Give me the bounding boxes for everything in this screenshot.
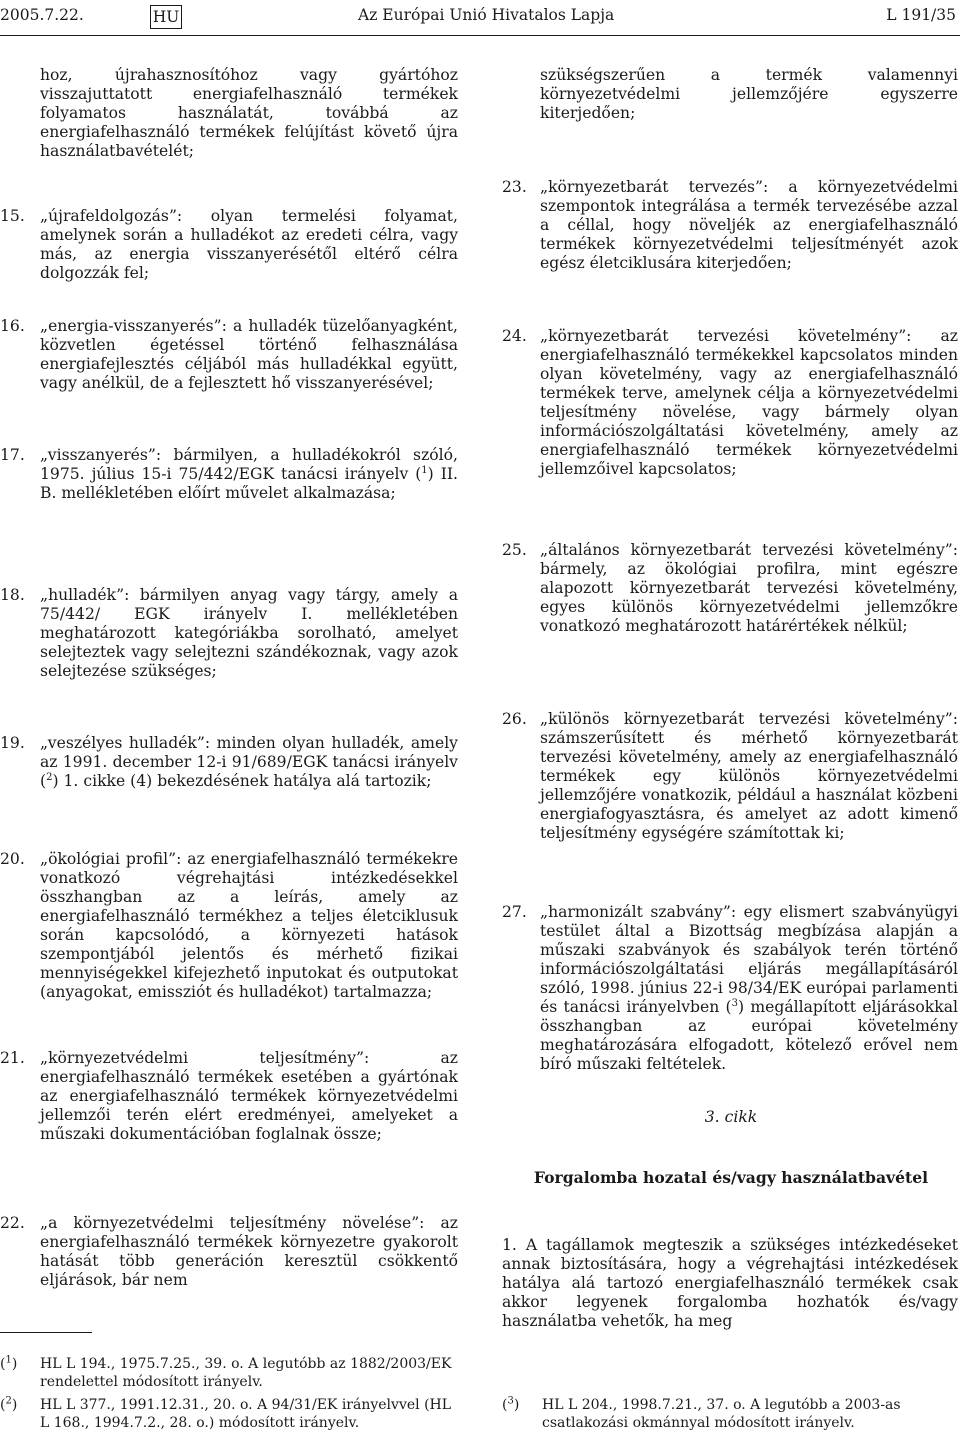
article-title: Forgalomba hozatal és/vagy használatbavétel: [533, 1168, 929, 1187]
definition-text: „általános környezetbarát tervezési követelmény”: bármely, az ökológiai profilra, mint egészre alapozott környezetbarát tervezési követelmény, egyes különös környezetvédelmi jellemzőkre vonatkozó meghatározott határértékek nélkül;: [540, 541, 958, 635]
item-number: 17.: [0, 446, 25, 464]
footnote-mark: ($^2$): [0, 1395, 18, 1413]
right-intro-text: szükségszerűen a termék valamennyi környezetvédelmi jellemzőjére egyszerre kiterjedően;: [540, 66, 958, 122]
definition-text: „környezetbarát tervezési követelmény”: az energiafelhasználó termékekkel kapcsolatos minden olyan követelmény, vagy az energiafelhasználó termékek terve, amelynek célja a környezetvédelmi teljesítmény növelése, vagy bármely olyan információszolgáltatási követelmény, amely az energiafelhasználó termékek környezetvédelmi jellemzőivel kapcsolatos;: [540, 327, 958, 478]
footnote-ref[interactable]: 1: [421, 464, 428, 476]
item-number: 20.: [0, 850, 25, 868]
footnote-mark: ($^1$): [0, 1354, 18, 1372]
footnote-text: HL L 204., 1998.7.21., 37. o. A legutóbb a 2003-as csatlakozási okmánnyal módosított irányelv.: [542, 1397, 901, 1431]
article-number: 3. cikk: [704, 1108, 758, 1126]
definition-text: „veszélyes hulladék”: minden olyan hulladék, amely az 1991. december 12-i 91/689/EGK tanácsi irányelv ($^2$) 1. cikke (4) bekezdésének hatálya alá tartozik;: [40, 734, 458, 790]
definition-text: „energia-visszanyerés”: a hulladék tüzelőanyagként, közvetlen égetéssel történő felhasználása energiafejlesztés céljából más hulladékkal együtt, vagy anélkül, de a fejlesztett hő visszanyerésével;: [40, 317, 458, 392]
item-number: 24.: [502, 327, 527, 345]
publication-date: 2005.7.22.: [0, 6, 84, 24]
item-number: 23.: [502, 178, 527, 196]
definition-text: „környezetbarát tervezés”: a környezetvédelmi szempontok integrálása a termék tervezésébe azzal a céllal, hogy növeljék az energiafelhasználó termékek környezetvédelmi teljesítményét azok egész életciklusára kiterjedően;: [540, 178, 958, 272]
definition-text: „visszanyerés”: bármilyen, a hulladékokról szóló, 1975. július 15-i 75/442/EGK tanácsi irányelv ($^1$) II. B. mellékletében előírt művelet alkalmazása;: [40, 446, 458, 502]
footnote-ref[interactable]: 2: [46, 771, 53, 783]
item-number: 21.: [0, 1049, 25, 1067]
page-number: L 191/35: [886, 6, 956, 24]
language-badge: HU: [150, 5, 182, 29]
page-header: [0, 0, 960, 40]
definition-text: „újrafeldolgozás”: olyan termelési folyamat, amelynek során a hulladékot az eredeti célra, vagy más, az energia visszanyerésétől eltérő célra dolgozzák fel;: [40, 207, 458, 282]
article-paragraph: 1. A tagállamok megteszik a szükséges intézkedéseket annak biztosítására, hogy a végrehajtási intézkedések hatálya alá tartozó energiafelhasználó termékek csak akkor legyenek forgalomba hozhatók és/vagy használatba vehetők, ha meg: [502, 1236, 958, 1330]
definition-text: „környezetvédelmi teljesítmény”: az energiafelhasználó termékek esetében a gyártónak az energiafelhasználó termékek környezetvédelmi jellemzői terén elért eredményei, amelyeket a műszaki dokumentációban foglalnak össze;: [40, 1049, 458, 1143]
item-number: 15.: [0, 207, 25, 225]
footnote-rule: [0, 1332, 92, 1333]
footnote-text: HL L 194., 1975.7.25., 39. o. A legutóbb az 1882/2003/EK rendelettel módosított irányelv.: [40, 1356, 452, 1390]
item-number: 16.: [0, 317, 25, 335]
item-number: 18.: [0, 586, 25, 604]
item-number: 19.: [0, 734, 25, 752]
definition-text: „harmonizált szabvány”: egy elismert szabványügyi testület által a Bizottság megbízása alapján a műszaki szabványok és szabályok terén történő információszolgáltatási eljárás megállapításáról szóló, 1998. június 22-i 98/34/EK európai parlamenti és tanácsi irányelvben ($^3$) megállapított eljárásokkal összhangban az európai követelmény meghatározására elfogadott, kötelező erővel nem bíró műszaki feltételek.: [540, 903, 958, 1073]
item-number: 25.: [502, 541, 527, 559]
definition-text: „ökológiai profil”: az energiafelhasználó termékekre vonatkozó végrehajtási intézkedésekkel összhangban az a leírás, amely az energiafelhasználó termékhez a teljes életciklusuk során kapcsolódó, a környezeti hatások szempontjából jelentős és mérhető fizikai mennyiségekkel kifejezhető inputokat és outputokat (anyagokat, emissziót és hulladékot) tartalmazza;: [40, 850, 458, 1001]
definition-text: „a környezetvédelmi teljesítmény növelése”: az energiafelhasználó termékek környezetre gyakorolt hatását több generáción keresztül csökkentő eljárások, bár nem: [40, 1214, 458, 1289]
item-number: 22.: [0, 1214, 25, 1232]
footnote-ref[interactable]: 3: [731, 997, 738, 1009]
journal-title: Az Európai Unió Hivatalos Lapja: [358, 6, 615, 24]
item-number: 26.: [502, 710, 527, 728]
definition-text: „hulladék”: bármilyen anyag vagy tárgy, amely a 75/442/ EGK irányelv I. mellékletében meghatározott kategóriákba sorolható, amelyet selejteztek vagy selejtezni szándékoznak, vagy azok selejtezése szükséges;: [40, 586, 458, 680]
item-number: 27.: [502, 903, 527, 921]
left-intro-text: hoz, újrahasznosítóhoz vagy gyártóhoz visszajuttatott energiafelhasználó termékek folyamatos használatát, továbbá az energiafelhasználó termékek felújítást követő újra használatbavételét;: [40, 66, 458, 160]
footnote-text: HL L 377., 1991.12.31., 20. o. A 94/31/EK irányelvvel (HL L 168., 1994.7.2., 28. o.) módosított irányelv.: [40, 1397, 452, 1431]
footnote-mark: ($^3$): [502, 1395, 520, 1413]
header-rule: [0, 35, 960, 36]
definition-text: „különös környezetbarát tervezési követelmény”: számszerűsített és mérhető környezetbarát tervezési követelmény, amely az energiafelhasználó termékek egy különös környezetvédelmi jellemzőjére vonatkozik, például a használat közbeni energiafogyasztásra, és amelyet az adott kimenő teljesítmény egységére számítottak ki;: [540, 710, 958, 842]
